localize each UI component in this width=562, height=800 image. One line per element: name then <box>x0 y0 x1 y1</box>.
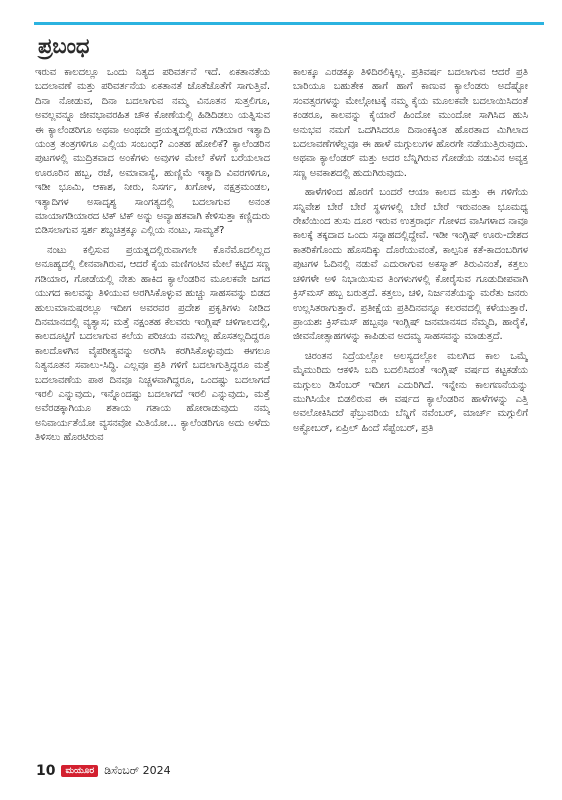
page-number: 10 <box>36 763 56 779</box>
paragraph: ಹಾಳೆಗಳಿಂದ ಹೊರಗೆ ಬಂದರೆ ಆಯಾ ಕಾಲದ ಮತ್ತು ಈ ಗಳಿಗೆಯ ಸನ್ನಿವೇಶ ಬೇರೆ ಬೇರೆ ಸ್ಥಳಗಳಲ್ಲಿ ಬೇರೆ ಬೇರೆ ಇರುವಂತಾ ಭೂಮಧ್ಯ ರೇಖೆಯಿಂದ ತುಸು ದೂರ ಇರುವ ಉತ್ತರಾರ್ಧ ಗೋಳದ ವಾಸಿಗಳಾದ ನಾವೂ ಕಾಲಕ್ಕೆ ತಕ್ಕದಾದ ಒಂದು ಸನ್ನಾಹದಲ್ಲಿದ್ದೇವೆ. ಇಡೀ ಇಂಗ್ಲಿಷ್ ಊರು-ದೇಶದ ಕಾತರಿಕೆಗೊಂದು ಹೊಸದಿಕ್ಕು ದೊರೆಯುವಂತೆ, ಕಾಲ್ಪನಿಕ ಕತೆ-ಕಾದಂಬರಿಗಳ ಪುಟಗಳ ಓದಿನಲ್ಲಿ ನಡುವೆ ಎದುರಾಗುವ ಅಕಸ್ಮಾತ್ ತಿರುವಿನಂತೆ, ಕತ್ತಲು ಚಳಿಗಳೇ ಅಳಿ ನಿಭಾಯಿಸುವ ತಿಂಗಳುಗಳಲ್ಲಿ ಕೋರೈಸುವ ಗೂಡುದೀಪವಾಗಿ ಕ್ರಿಸ್‌ಮಸ್ ಹಬ್ಬ ಬರುತ್ತದೆ. ಕತ್ತಲು, ಚಳಿ, ನಿರ್ಜನತೆಯನ್ನು ಮರೆತು ಜನರು ಉಲ್ಲಸಿತರಾಗುತ್ತಾರೆ. ಪ್ರತೀಕ್ಷೆಯ ಪ್ರತಿದಿನವನ್ನೂ ಕಲರವದಲ್ಲಿ ಕಳೆಯುತ್ತಾರೆ. ಪ್ರಾಯಶಃ ಕ್ರಿಸ್‌ಮಸ್ ಹಬ್ಬವೂ ಇಂಗ್ಲಿಷ್ ಜನಮಾನಸದ ನೆಮ್ಮದಿ, ಹಾರೈಕೆ, ಜೀವನೋತ್ಸಾಹಗಳನ್ನು ಕಾಪಿಡುವ ಅದಮ್ಯ ಸಾಹಸವನ್ನು ಮಾಡುತ್ತದೆ. <box>293 187 528 343</box>
issue-date: ಡಿಸೆಂಬರ್ 2024 <box>104 764 171 777</box>
article-left-column <box>35 66 270 756</box>
magazine-brand-logo: ಮಯೂರ <box>61 765 98 777</box>
section-title: ಪ್ರಬಂಧ <box>38 34 90 58</box>
paragraph: ಕಾಲಕ್ಕೂ ಎರಡಕ್ಕೂ ತಿಳಿದಿರಲಿಕ್ಕಿಲ್ಲ. ಪ್ರತಿವರ್ಷ ಬದಲಾಗುವ ಆದರೆ ಪ್ರತಿ ಬಾರಿಯೂ ಬಹುತೇಕ ಹಾಗೆ ಹಾಗೆ ಕಾಣುವ ಕ್ಯಾಲೆಂಡರು ಅದೆಷ್ಟೋ ಸಂವತ್ಸರಗಳನ್ನು ಮೇಲ್ಗೋಟಕ್ಕೆ ನಮ್ಮ ಕೈಯ ಮೂಲಕವೇ ಬದಲಾಯಿಸಿದಂತೆ ಕಂಡರೂ, ಕಾಲವನ್ನು ಕೈಯಾರೆ ಹಿಂದೋ ಮುಂದೋ ಸಾಗಿಸಿದ ಹುಸಿ ಅನುಭವ ನಮಗೆ ಒದಗಿಸಿದರೂ ದಿನಾಂಕಕ್ಕಿಂತ ಹೊರತಾದ ಮಿಗಿಲಾದ ಬದಲಾವಣೆಗಳೆಲ್ಲವೂ ಈ ಹಾಳೆ ಮಗ್ಗುಲುಗಳ ಹೊರಗೇ ನಡೆಯುತ್ತಿರುವುದು. ಅಥವಾ ಕ್ಯಾಲೆಂಡರ್ ಮತ್ತು ಅದರ ಬೆನ್ನಿಗಿರುವ ಗೋಡೆಯ ನಡುವಿನ ಅವ್ಯಕ್ತ ಸಣ್ಣ ಅವಕಾಶದಲ್ಲಿ ಹುದುಗಿರುವುದು. <box>293 67 528 179</box>
header-accent-bar <box>34 22 544 25</box>
page-footer <box>36 760 171 782</box>
article-right-column <box>293 66 528 756</box>
paragraph: ಚಿರಂತನ ನಿದ್ರೆಯಲ್ಲೋ ಅಲಸ್ಯದಲ್ಲೋ ಮಲಗಿದ ಕಾಲ ಒಮ್ಮೆ ಮೈಮುರಿದು ಆಕಳಿಸಿ ಬದಿ ಬದಲಿಸಿದಂತೆ ಇಂಗ್ಲಿಷ್ ವರ್ಷದ ಕಟ್ಟಕಡೆಯ ಮಗ್ಗುಲು ಡಿಸೆಂಬರ್ ಇದೀಗ ಎದುರಿಗಿದೆ. ಇನ್ನೇನು ಕಾಲಗಣನೆಯನ್ನು ಮುಗಿಸಿಯೇ ಬಿಡಲಿರುವ ಈ ವರ್ಷದ ಕ್ಯಾಲೆಂಡರಿನ ಹಾಳೆಗಳನ್ನು ಎತ್ತಿ ಅವಲೋಕಿಸಿದರೆ ಫೆಬ್ರುವರಿಯ ಬೆನ್ನಿಗೆ ನವೆಂಬರ್, ಮಾರ್ಚ್ ಮಗ್ಗುಲಿಗೆ ಅಕ್ಟೋಬರ್, ಏಪ್ರಿಲ್ ಹಿಂದೆ ಸೆಪ್ಟೆಂಬರ್, ಪ್ರತಿ <box>293 350 528 434</box>
paragraph: ಇರುವ ಕಾಲದಲ್ಲೂ ಒಂದು ನಿತ್ಯದ ಪರಿವರ್ತನೆ ಇದೆ. ಏಕತಾನತೆಯ ಬದಲಾವಣೆ ಮತ್ತು ಪರಿವರ್ತನೆಯ ಏಕತಾನತೆ ಜೊತೆಜೊತೆಗೆ ಸಾಗುತ್ತಿವೆ. ದಿನಾ ನೋಡುವ, ದಿನಾ ಬದಲಾಗುವ ನಮ್ಮ ವಿನೂತನ ಸುತ್ತಲಿಗೂ, ಅವಲ್ಲವನ್ನೂ ಜೀವಭಾವರಹಿತ ಚೌಕ ಕೋಣೆಯಲ್ಲಿ ಹಿಡಿದಿಡಲು ಯತ್ನಿಸುವ ಈ ಕ್ಯಾಲೆಂಡರಿಗೂ ಅಥವಾ ಅಂಥದೇ ಪ್ರಯತ್ನದಲ್ಲಿರುವ ಗಡಿಯಾರ ಇತ್ಯಾದಿ ಯಂತ್ರ ತಂತ್ರಗಳಿಗೂ ಎಲ್ಲಿಯ ಸಂಬಂಧ? ಎಂತಹ ಹೋಲಿಕೆ? ಕ್ಯಾಲೆಂಡರಿನ ಪುಟಗಳಲ್ಲಿ ಮುದ್ರಿತವಾದ ಅಂಕೆಗಳು ಅವುಗಳ ಮೇಲೆ ಕೆಳಗೆ ಬರೆಯಲಾದ ಊರೂರಿನ ಹಬ್ಬ, ರಜೆ, ಅಮಾವಾಸ್ಯೆ, ಹುಣ್ಣಿಮೆ ಇತ್ಯಾದಿ ವಿವರಗಳಿಗೂ, ಇಡೀ ಭೂಮಿ, ಆಕಾಶ, ನೀರು, ನಿಸರ್ಗ, ಖಗೋಳ, ನಕ್ಷತ್ರಮಂಡಲ, ಇತ್ಯಾದಿಗಳ ಅಸಾದೃಶ್ಯ ಸಾಂಗತ್ಯದಲ್ಲಿ ಬದಲಾಗುವ ಅನಂತ ಮಾಯಾಗಡಿಯಾರದ ಟಿಕ್ ಟಿಕ್ ಅನ್ನು ಅವ್ಯಾಹತವಾಗಿ ಕೇಳಿಸುತ್ತಾ ಕಣ್ಣಿದುರು ಬಿಡಿಸಲಾಗುವ ಸ್ಪರ್ಶ ಶಬ್ದಚಿತ್ರಕ್ಕೂ ಎಲ್ಲಿಯ ನಂಟು, ಸಾಮ್ಯತೆ? <box>35 67 270 237</box>
paragraph: ನಂಟು ಕಲ್ಪಿಸುವ ಪ್ರಯತ್ನದಲ್ಲಿರುವಾಗಲೇ ಕೊನೆಮೊದಲಿಲ್ಲದ ಅನೂಹ್ಯದಲ್ಲಿ ಲೀನವಾಗಿರುವ, ಆದರೆ ಕೈಯ ಮಣಿಗಂಟಿನ ಮೇಲೆ ಕಟ್ಟಿದ ಸಣ್ಣ ಗಡಿಯಾರ, ಗೋಡೆಯಲ್ಲಿ ನೇತು ಹಾಕಿದ ಕ್ಯಾಲೆಂಡರಿನ ಮೂಲಕವೇ ಜಗದ ಯುಗದ ಕಾಲವನ್ನು ತಿಳಿಯುವ ಅರಗಿಸಿಕೊಳ್ಳುವ ಹುಚ್ಚು ಸಾಹಸವನ್ನು ಬಿಡದ ಹುಲುಮಾನುಷರಲ್ಲೂ ಇದೀಗ ಅವರವರ ಪ್ರದೇಶ ಪ್ರಕೃತಿಗಳು ನೀಡಿದ ದಿನಮಾನದಲ್ಲಿ ವ್ಯತ್ಯಾಸ; ಮತ್ತೆ ನಕ್ಷಂತಹ ಕೆಲವರು ಇಂಗ್ಲಿಷ್ ಚಳಿಗಾಲದಲ್ಲಿ, ಕಾಲದೂಟ್ಟಿಗೆ ಬದಲಾಗುವ ಕಲೆಯ ಪರಿಚಯ ನಮಗಿಲ್ಲ ಹೊಸತಲ್ಲದಿದ್ದರೂ ಕಾಲದೊಳಗಿನ ವೈಪರೀತ್ಯವನ್ನು ಅರಗಿಸಿ ಕರಗಿಸಿಕೊಳ್ಳುವುದು ಈಗಲೂ ನಿತ್ಯನೂತನ ಸವಾಲು-ಸಿದ್ಧಿ. ಎಲ್ಲವೂ ಪ್ರತಿ ಗಳಿಗೆ ಬದಲಾಗುತ್ತಿದ್ದರೂ ಮತ್ತೆ ಬದಲಾವಣೆಯ ಪಾಠ ದಿನವೂ ನಿಚ್ಚಳವಾಗಿದ್ದರೂ, ಒಂದಷ್ಟು ಬದಲಾಗದೆ ಇರಲಿ ಎನ್ನುವುದು, ಇನ್ನೊಂದಷ್ಟು ಬದಲಾಗದೆ ಇರಲಿ ಎನ್ನುವುದು, ಮತ್ತೆ ಅವೆರಡಕ್ಕಾಗಿಯೂ ಶತಾಯ ಗತಾಯ ಹೋರಾಡುವುದು ನಮ್ಮ ಅನಿವಾರ್ಯತೆಯೋ ವ್ಯಸನವೋ ಮಿತಿಯೋ... ಕ್ಯಾಲೆಂಡರಿಗೂ ಅದು ಅಳೆದು ತಿಳಿಸಲು ಹೊರಟಿರುವ <box>35 244 270 444</box>
